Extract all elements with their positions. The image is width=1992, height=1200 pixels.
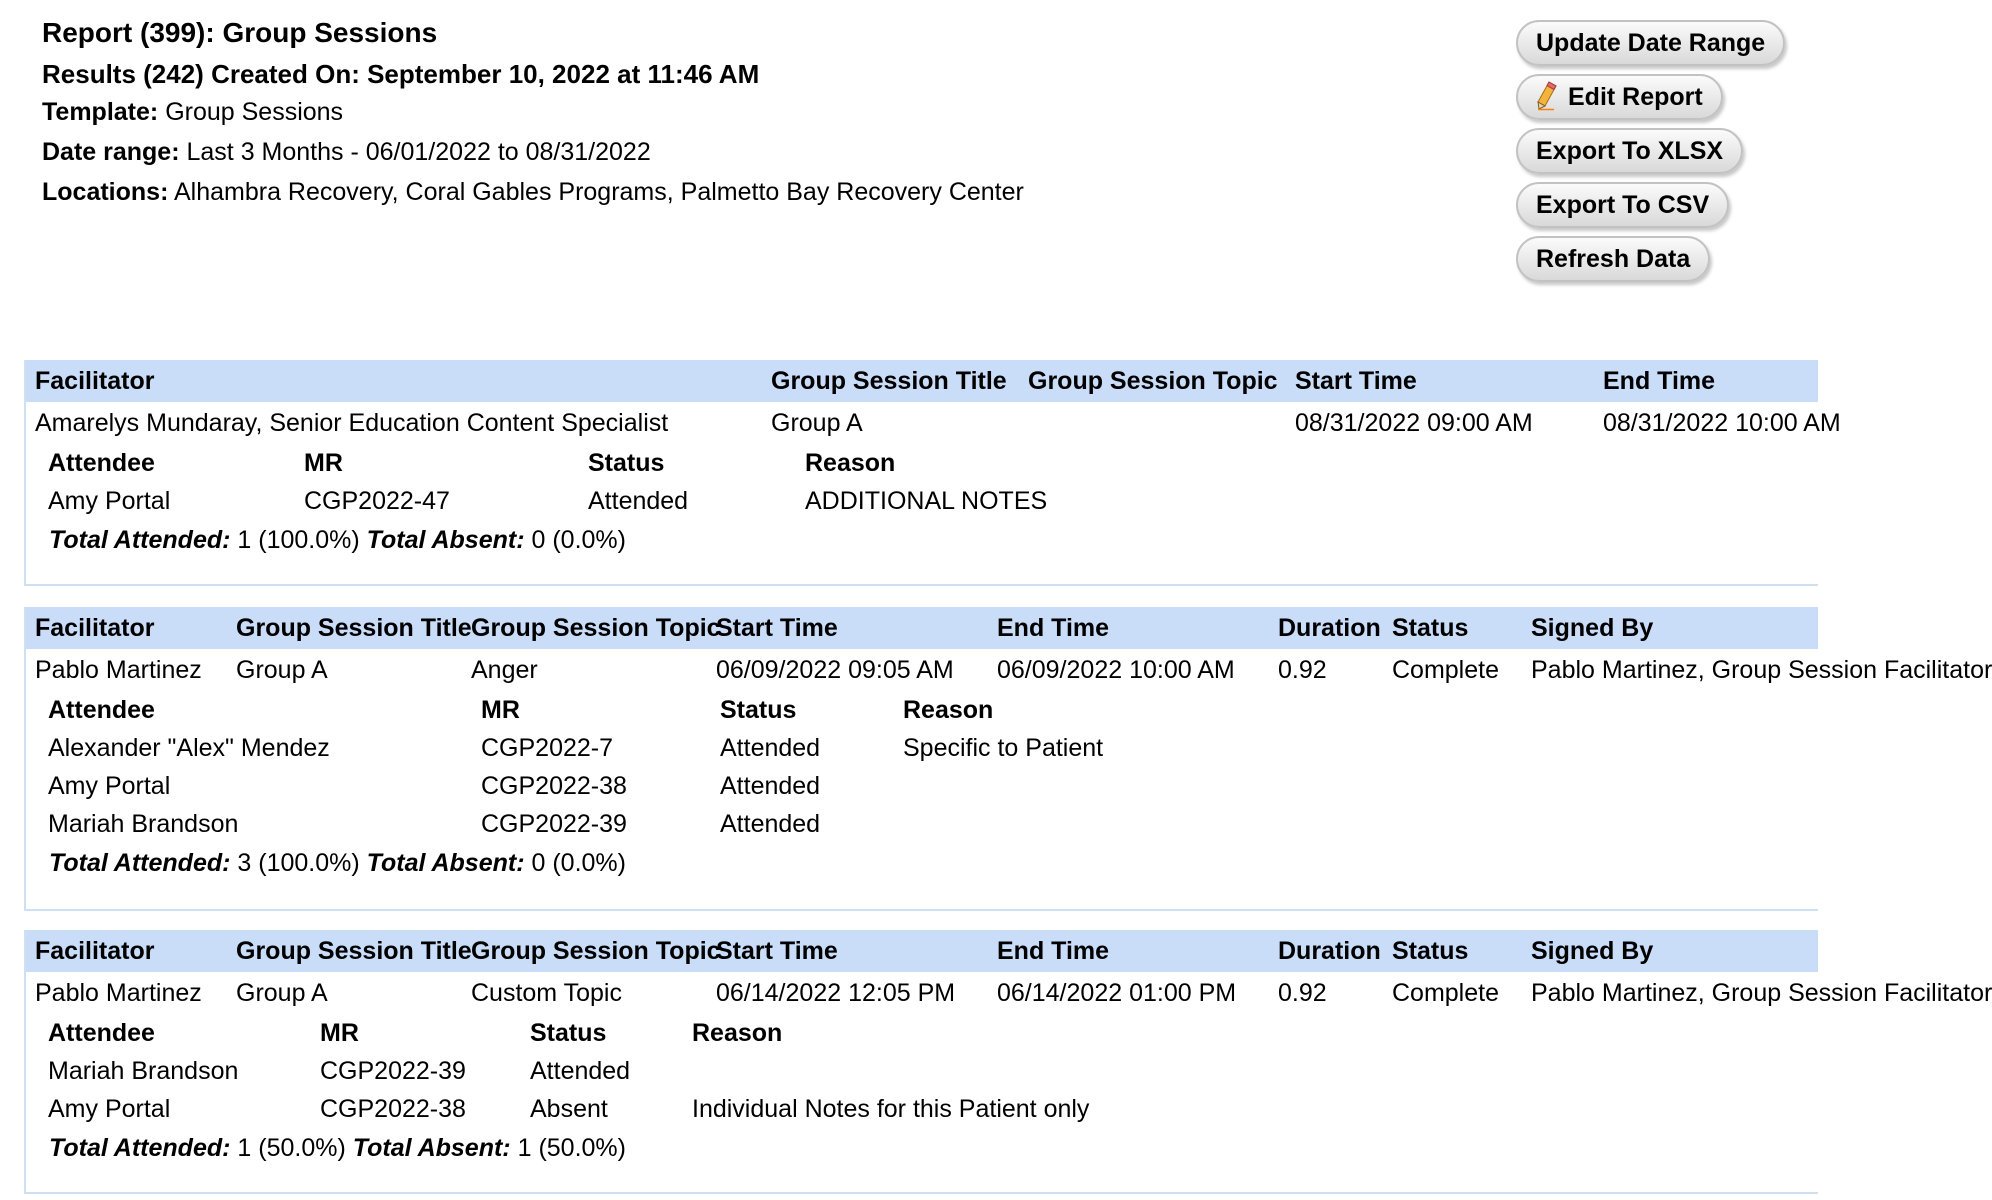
signed-by-cell: Pablo Martinez, Group Session Facilitator xyxy=(1531,656,1992,684)
session-header-row xyxy=(26,930,1818,972)
attendee-mr: CGP2022-39 xyxy=(320,1057,466,1085)
attendee-row xyxy=(26,767,1818,805)
attendee-reason: ADDITIONAL NOTES xyxy=(805,487,1048,515)
facilitator-header: Facilitator xyxy=(35,367,155,395)
attendee-status: Attended xyxy=(720,772,821,800)
session-row xyxy=(26,649,1992,691)
attendee-name: Amy Portal xyxy=(48,487,171,515)
mr-header: MR xyxy=(320,1019,359,1047)
session-totals xyxy=(26,520,1818,560)
facilitator-header: Facilitator xyxy=(35,937,155,965)
date-range-value: Last 3 Months - 06/01/2022 to 08/31/2022 xyxy=(186,138,651,166)
export-csv-button[interactable]: Export To CSV xyxy=(1516,182,1729,228)
date-range-line xyxy=(42,132,1024,172)
attendee-status: Attended xyxy=(720,734,821,762)
attendee-reason: Individual Notes for this Patient only xyxy=(692,1095,1090,1123)
template-label: Template: xyxy=(42,98,159,126)
attendee-header-row xyxy=(26,1014,1818,1052)
refresh-data-button[interactable]: Refresh Data xyxy=(1516,236,1710,282)
export-xlsx-button[interactable]: Export To XLSX xyxy=(1516,128,1743,174)
session-block xyxy=(24,930,1992,1194)
total-attended-label: Total Attended: xyxy=(49,526,231,554)
mr-header: MR xyxy=(304,449,343,477)
duration-cell: 0.92 xyxy=(1278,979,1327,1007)
total-absent-value: 1 (50.0%) xyxy=(517,1134,626,1162)
topic-header: Group Session Topic xyxy=(471,614,721,642)
page-title: Report (399): Group Sessions xyxy=(42,17,438,48)
start-time-header: Start Time xyxy=(716,937,838,965)
session-block xyxy=(24,360,1841,586)
facilitator-cell: Pablo Martinez xyxy=(35,656,202,684)
topic-header: Group Session Topic xyxy=(471,937,721,965)
attendee-mr: CGP2022-7 xyxy=(481,734,614,762)
date-range-label: Date range: xyxy=(42,138,180,166)
duration-cell: 0.92 xyxy=(1278,656,1327,684)
start-time-cell: 06/09/2022 09:05 AM xyxy=(716,656,954,684)
topic-cell: Anger xyxy=(471,656,538,684)
attendee-name: Amy Portal xyxy=(48,1095,171,1123)
title-header: Group Session Title xyxy=(236,614,472,642)
facilitator-cell: Amarelys Mundaray, Senior Education Content Specialist xyxy=(35,409,669,437)
attendee-status: Attended xyxy=(530,1057,631,1085)
status-header: Status xyxy=(1392,937,1469,965)
attendee-status: Attended xyxy=(720,810,821,838)
attendee-mr: CGP2022-47 xyxy=(304,487,450,515)
locations-label: Locations: xyxy=(42,178,169,206)
status-cell: Complete xyxy=(1392,979,1499,1007)
total-attended-label: Total Attended: xyxy=(49,849,231,877)
topic-cell: Custom Topic xyxy=(471,979,622,1007)
pencil-icon xyxy=(1536,80,1558,110)
attendee-row xyxy=(26,805,1818,843)
attendee-status: Absent xyxy=(530,1095,608,1123)
template-value: Group Sessions xyxy=(165,98,344,126)
locations-value: Alhambra Recovery, Coral Gables Programs, Palmetto Bay Recovery Center xyxy=(173,178,1024,206)
attendee-name: Amy Portal xyxy=(48,772,171,800)
signed-by-header: Signed By xyxy=(1531,614,1654,642)
attendee-row xyxy=(26,729,1818,767)
results-summary: Results (242) Created On: September 10, 2022 at 11:46 AM xyxy=(42,59,760,89)
total-absent-label: Total Absent: xyxy=(366,849,525,877)
attendee-mr: CGP2022-38 xyxy=(481,772,627,800)
edit-report-label: Edit Report xyxy=(1568,83,1703,111)
session-header-row xyxy=(26,360,1818,402)
status-header: Status xyxy=(1392,614,1469,642)
reason-header: Reason xyxy=(692,1019,783,1047)
attendee-row xyxy=(26,482,1818,520)
reason-header: Reason xyxy=(805,449,896,477)
title-cell: Group A xyxy=(236,656,328,684)
total-attended-label: Total Attended: xyxy=(49,1134,231,1162)
attendee-mr: CGP2022-39 xyxy=(481,810,627,838)
start-time-cell: 06/14/2022 12:05 PM xyxy=(716,979,956,1007)
total-attended-value: 3 (100.0%) xyxy=(237,849,360,877)
signed-by-cell: Pablo Martinez, Group Session Facilitator xyxy=(1531,979,1992,1007)
status-header: Status xyxy=(530,1019,607,1047)
session-row xyxy=(26,402,1841,444)
end-time-header: End Time xyxy=(997,614,1110,642)
title-header: Group Session Title xyxy=(236,937,472,965)
signed-by-header: Signed By xyxy=(1531,937,1654,965)
attendee-name: Mariah Brandson xyxy=(48,1057,239,1085)
end-time-cell: 06/09/2022 10:00 AM xyxy=(997,656,1235,684)
attendee-name: Alexander "Alex" Mendez xyxy=(48,734,330,762)
session-totals xyxy=(26,1128,1818,1168)
attendee-header-row xyxy=(26,691,1818,729)
end-time-cell: 08/31/2022 10:00 AM xyxy=(1603,409,1841,437)
locations-line xyxy=(42,172,1024,212)
attendee-header: Attendee xyxy=(48,449,155,477)
total-attended-value: 1 (50.0%) xyxy=(237,1134,346,1162)
topic-header: Group Session Topic xyxy=(1028,367,1278,395)
total-absent-value: 0 (0.0%) xyxy=(531,526,626,554)
report-actions xyxy=(1516,20,1785,290)
end-time-header: End Time xyxy=(997,937,1110,965)
title-cell: Group A xyxy=(236,979,328,1007)
total-absent-label: Total Absent: xyxy=(352,1134,511,1162)
edit-report-button[interactable] xyxy=(1516,74,1723,120)
update-date-range-button[interactable]: Update Date Range xyxy=(1516,20,1785,66)
session-totals xyxy=(26,843,1818,883)
attendee-row xyxy=(26,1090,1818,1128)
start-time-header: Start Time xyxy=(1295,367,1417,395)
facilitator-cell: Pablo Martinez xyxy=(35,979,202,1007)
end-time-header: End Time xyxy=(1603,367,1716,395)
report-header xyxy=(42,14,1024,212)
duration-header: Duration xyxy=(1278,614,1381,642)
attendee-row xyxy=(26,1052,1818,1090)
attendee-header: Attendee xyxy=(48,1019,155,1047)
attendee-header-row xyxy=(26,444,1818,482)
status-header: Status xyxy=(588,449,665,477)
session-row xyxy=(26,972,1992,1014)
total-absent-label: Total Absent: xyxy=(366,526,525,554)
start-time-header: Start Time xyxy=(716,614,838,642)
facilitator-header: Facilitator xyxy=(35,614,155,642)
attendee-reason: Specific to Patient xyxy=(903,734,1104,762)
end-time-cell: 06/14/2022 01:00 PM xyxy=(997,979,1237,1007)
attendee-name: Mariah Brandson xyxy=(48,810,239,838)
status-cell: Complete xyxy=(1392,656,1499,684)
title-cell: Group A xyxy=(771,409,863,437)
reason-header: Reason xyxy=(903,696,994,724)
mr-header: MR xyxy=(481,696,520,724)
template-line xyxy=(42,92,1024,132)
start-time-cell: 08/31/2022 09:00 AM xyxy=(1295,409,1533,437)
status-header: Status xyxy=(720,696,797,724)
total-attended-value: 1 (100.0%) xyxy=(237,526,360,554)
session-block xyxy=(24,607,1992,911)
duration-header: Duration xyxy=(1278,937,1381,965)
attendee-mr: CGP2022-38 xyxy=(320,1095,466,1123)
session-header-row xyxy=(26,607,1818,649)
attendee-status: Attended xyxy=(588,487,689,515)
title-header: Group Session Title xyxy=(771,367,1007,395)
total-absent-value: 0 (0.0%) xyxy=(531,849,626,877)
attendee-header: Attendee xyxy=(48,696,155,724)
